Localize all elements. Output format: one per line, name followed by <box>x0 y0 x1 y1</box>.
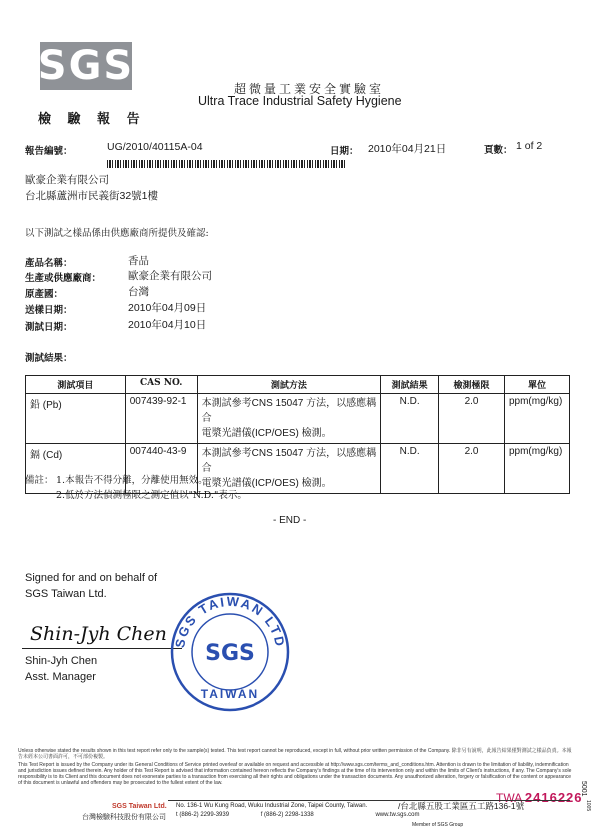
footer-company-en: SGS Taiwan Ltd. <box>112 803 167 810</box>
end-mark: - END - <box>273 515 307 526</box>
intro-text: 以下測試之樣品係由供應廠商所提供及確認: <box>25 228 209 239</box>
barcode <box>107 160 347 168</box>
test-item: 鉛 (Pb) <box>26 394 126 444</box>
sample-label: 生產或供應廠商： <box>25 273 102 284</box>
method-line: 電漿光譜儀(ICP/OES) 檢測。 <box>201 478 332 489</box>
client-address: 台北縣蘆洲市民義街32號1樓 <box>25 190 159 202</box>
footer-address-zh: /台北縣五股工業區五工路136-1號 <box>398 801 525 811</box>
footer-disclaimer <box>18 748 573 787</box>
sample-label: 原產國： <box>25 289 64 300</box>
cas-number: 007440-43-9 <box>125 444 197 494</box>
serial-value: 2416226 <box>524 790 583 805</box>
column-header: 測試方法 <box>197 376 381 394</box>
detection-limit: 2.0 <box>439 394 505 444</box>
table-header-row <box>26 376 570 394</box>
seal-bottom-text: TAIWAN <box>200 687 260 701</box>
notes-label: 備註： <box>25 475 54 486</box>
footer-fax: f (886-2) 2298-1338 <box>260 812 314 818</box>
footer-contact <box>176 812 419 818</box>
sample-value: 台灣 <box>128 286 149 298</box>
lab-name-zh: 超微量工業安全實驗室 <box>234 82 385 96</box>
sample-value: 香品 <box>128 255 149 267</box>
company-seal <box>168 590 292 714</box>
sample-value: 2010年04月09日 <box>128 302 207 314</box>
test-method <box>197 444 381 494</box>
column-header: CAS NO. <box>125 376 197 394</box>
sample-value: 2010年04月10日 <box>128 319 207 331</box>
note-1: 1.本報告不得分離，分離使用無效。 <box>56 475 208 486</box>
test-result: N.D. <box>381 444 439 494</box>
side-code-small: 1005 <box>585 800 591 812</box>
results-label: 測試結果： <box>25 353 73 364</box>
table-row <box>26 444 570 494</box>
handwritten-signature: Shin-Jyh Chen <box>30 623 167 645</box>
unit: ppm(mg/kg) <box>504 444 569 494</box>
sample-label: 測試日期： <box>25 322 73 333</box>
footer-phone: t (886-2) 2299-3939 <box>176 812 230 818</box>
side-code: 5001 <box>580 781 587 797</box>
column-header: 檢測極限 <box>439 376 505 394</box>
date-label: 日期： <box>330 146 359 157</box>
footer-member: Member of SGS Group <box>412 822 464 828</box>
test-method <box>197 394 381 444</box>
method-line: 本測試參考CNS 15047 方法，以感應耦合 <box>201 398 377 424</box>
unit: ppm(mg/kg) <box>504 394 569 444</box>
method-line: 本測試參考CNS 15047 方法，以感應耦合 <box>201 448 377 474</box>
column-header: 測試結果 <box>381 376 439 394</box>
lab-name-en: Ultra Trace Industrial Safety Hygiene <box>198 94 402 108</box>
column-header: 測試項目 <box>26 376 126 394</box>
sgs-logo: SGS <box>37 43 135 89</box>
note-2: 2.低於方法偵測極限之測定值以"N.D."表示。 <box>56 490 247 501</box>
page-label: 頁數： <box>484 145 513 156</box>
detection-limit: 2.0 <box>439 444 505 494</box>
method-line: 電漿光譜儀(ICP/OES) 檢測。 <box>201 428 332 439</box>
disclaimer-paragraph: This Test Report is issued by the Company under its General Conditions of Service printed overleaf or available on request and accessible at http://www.sgs.com/terms_and_conditions.htm. Attention is drawn to the limitation of liability, indemnification and jurisdiction issues defined therein. Any holder of this Test Report is advised that information contained hereon reflects the Company's findings at the time of its intervention only and within the limits of Client's instructions, if any. The Company's sole responsibility is to its Client and this document does not exonerate parties to a transaction from exercising all their rights and obligations under the transaction documents. Any unauthorized alteration, forgery or falsification of the content or appearance of this document is unlawful and offenders may be prosecuted to the fullest extent of the law. <box>18 761 572 787</box>
seal-center-text: SGS <box>205 641 255 666</box>
footer-website[interactable]: www.tw.sgs.com <box>375 812 420 818</box>
report-date: 2010年04月21日 <box>368 143 447 155</box>
report-number: UG/2010/40115A-04 <box>107 141 203 153</box>
report-number-label: 報告編號： <box>25 146 73 157</box>
seal-top-text: SGS TAIWAN LTD <box>172 593 288 650</box>
sample-value: 歐豪企業有限公司 <box>128 270 212 282</box>
test-result: N.D. <box>381 394 439 444</box>
document-title: 檢 驗 報 告 <box>38 112 146 127</box>
signer-title: Asst. Manager <box>25 671 96 683</box>
client-name: 歐豪企業有限公司 <box>25 174 109 186</box>
table-row <box>26 394 570 444</box>
disclaimer-paragraph: Unless otherwise stated the results shown in this test report refer only to the sample(s) tested. This test report cannot be reproduced, except in full, without prior written permission of the Company. 除非另有說明，此報告結果僅對測試之樣品負責。本報告未經本公司書面許可，不可部份複製。 <box>18 748 572 761</box>
cas-number: 007439-92-1 <box>125 394 197 444</box>
sample-label: 產品名稱： <box>25 258 73 269</box>
signature-line <box>22 648 182 649</box>
serial-prefix: TWA <box>496 791 522 805</box>
sample-label: 送樣日期： <box>25 305 73 316</box>
test-item: 鎘 (Cd) <box>26 444 126 494</box>
page-number: 1 of 2 <box>516 140 543 152</box>
footer-company-zh: 台灣檢驗科技股份有限公司 <box>82 814 166 821</box>
signer-name: Shin-Jyh Chen <box>25 655 98 667</box>
footer-address-en: No. 136-1 Wu Kung Road, Wuku Industrial Zone, Taipei County, Taiwan. <box>176 803 368 809</box>
company-name: SGS Taiwan Ltd. <box>25 588 107 600</box>
signed-for-text: Signed for and on behalf of <box>25 572 158 584</box>
column-header: 單位 <box>504 376 569 394</box>
